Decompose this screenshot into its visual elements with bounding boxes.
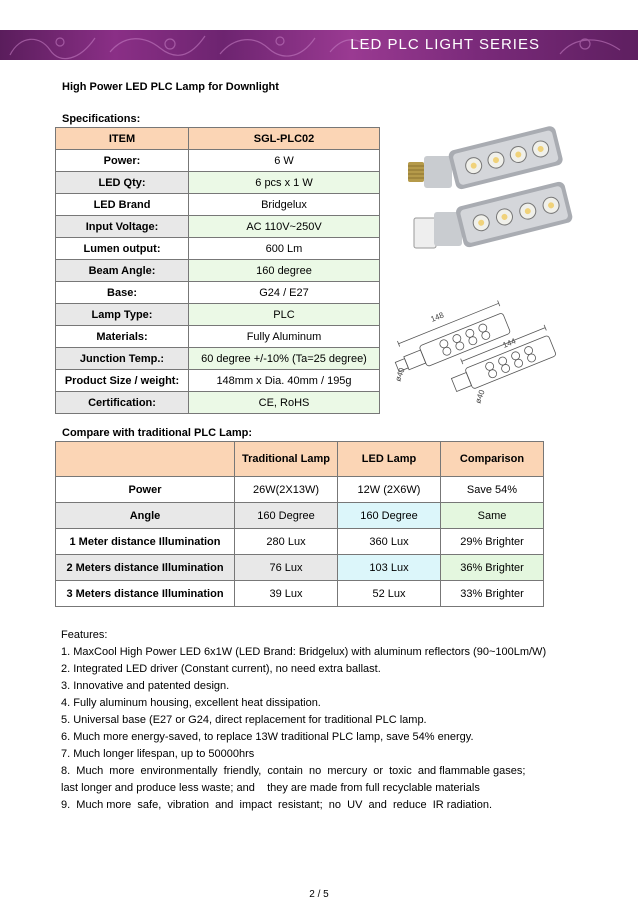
spec-key: Input Voltage: <box>56 216 189 238</box>
spec-row <box>56 260 380 282</box>
compare-cell: 280 Lux <box>235 529 338 555</box>
spec-key: Certification: <box>56 392 189 414</box>
product-photo <box>394 120 574 260</box>
feature-item: 7. Much longer lifespan, up to 50000hrs <box>61 748 255 760</box>
spec-value: Fully Aluminum <box>189 326 380 348</box>
spec-row <box>56 128 380 150</box>
feature-item: 4. Fully aluminum housing, excellent heat dissipation. <box>61 697 321 709</box>
spec-key: LED Brand <box>56 194 189 216</box>
spec-value: Bridgelux <box>189 194 380 216</box>
spec-key: Beam Angle: <box>56 260 189 282</box>
feature-item: 2. Integrated LED driver (Constant current), no need extra ballast. <box>61 663 381 675</box>
compare-row <box>56 503 544 529</box>
compare-cell: Save 54% <box>441 477 544 503</box>
lamp-e27 <box>408 125 564 190</box>
compare-cell: 103 Lux <box>338 555 441 581</box>
spec-key: ITEM <box>56 128 189 150</box>
compare-cell: 26W(2X13W) <box>235 477 338 503</box>
dimension-drawing <box>388 282 580 412</box>
compare-cell: 160 Degree <box>338 503 441 529</box>
feature-item: 8. Much more environmentally friendly, contain no mercury or toxic and flammable gases; <box>61 765 526 777</box>
compare-cell: 360 Lux <box>338 529 441 555</box>
spec-key: Base: <box>56 282 189 304</box>
comparison-table <box>55 441 544 607</box>
spec-key: Lumen output: <box>56 238 189 260</box>
feature-item: 6. Much more energy-saved, to replace 13W traditional PLC lamp, save 54% energy. <box>61 731 474 743</box>
feature-item: 1. MaxCool High Power LED 6x1W (LED Brand: Bridgelux) with aluminum reflectors (90~100Lm/W) <box>61 646 547 658</box>
header-banner <box>0 30 638 60</box>
spec-value: SGL-PLC02 <box>189 128 380 150</box>
compare-header-cell: Comparison <box>441 442 544 477</box>
spec-value: 148mm x Dia. 40mm / 195g <box>189 370 380 392</box>
compare-cell: 39 Lux <box>235 581 338 607</box>
spec-row <box>56 194 380 216</box>
compare-label: Compare with traditional PLC Lamp: <box>62 427 253 439</box>
spec-value: 6 pcs x 1 W <box>189 172 380 194</box>
spec-row <box>56 150 380 172</box>
spec-value: G24 / E27 <box>189 282 380 304</box>
feature-item: 5. Universal base (E27 or G24, direct replacement for traditional PLC lamp. <box>61 714 427 726</box>
compare-cell: 52 Lux <box>338 581 441 607</box>
compare-row <box>56 477 544 503</box>
compare-cell: 12W (2X6W) <box>338 477 441 503</box>
compare-cell: Same <box>441 503 544 529</box>
specifications-label: Specifications: <box>62 113 141 125</box>
compare-cell: 1 Meter distance Illumination <box>56 529 235 555</box>
feature-item: 9. Much more safe, vibration and impact resistant; no UV and reduce IR radiation. <box>61 799 493 811</box>
spec-value: CE, RoHS <box>189 392 380 414</box>
spec-key: Lamp Type: <box>56 304 189 326</box>
dimension-diameter-b: ø40 <box>473 388 487 405</box>
lamp-g24 <box>414 181 574 249</box>
spec-key: Power: <box>56 150 189 172</box>
compare-cell: 33% Brighter <box>441 581 544 607</box>
spec-row <box>56 348 380 370</box>
spec-row <box>56 282 380 304</box>
feature-item: 3. Innovative and patented design. <box>61 680 230 692</box>
compare-cell: 2 Meters distance Illumination <box>56 555 235 581</box>
spec-row <box>56 172 380 194</box>
compare-cell: Angle <box>56 503 235 529</box>
compare-header-cell <box>56 442 235 477</box>
spec-value: 600 Lm <box>189 238 380 260</box>
page-header-title: LED PLC LIGHT SERIES <box>350 36 540 53</box>
dimension-diameter-a: ø40 <box>393 366 407 383</box>
spec-key: Materials: <box>56 326 189 348</box>
compare-row <box>56 529 544 555</box>
compare-header-cell: LED Lamp <box>338 442 441 477</box>
compare-cell: 3 Meters distance Illumination <box>56 581 235 607</box>
features-section <box>61 627 577 814</box>
spec-value: 160 degree <box>189 260 380 282</box>
spec-value: PLC <box>189 304 380 326</box>
spec-value: AC 110V~250V <box>189 216 380 238</box>
dimension-length-b: 144 <box>501 336 518 350</box>
page-number: 2 / 5 <box>309 889 329 900</box>
compare-cell: 29% Brighter <box>441 529 544 555</box>
spec-value: 60 degree +/-10% (Ta=25 degree) <box>189 348 380 370</box>
compare-row <box>56 555 544 581</box>
spec-value: 6 W <box>189 150 380 172</box>
spec-row <box>56 370 380 392</box>
specifications-table <box>55 127 380 414</box>
spec-row <box>56 238 380 260</box>
features-title: Features: <box>61 629 108 641</box>
compare-cell: 36% Brighter <box>441 555 544 581</box>
spec-row <box>56 392 380 414</box>
spec-row <box>56 304 380 326</box>
dimension-length-a: 148 <box>429 310 446 324</box>
compare-row <box>56 581 544 607</box>
feature-item-continued: last longer and produce less waste; and they are made from full recyclable materials <box>61 782 480 794</box>
spec-key: Junction Temp.: <box>56 348 189 370</box>
compare-cell: 160 Degree <box>235 503 338 529</box>
compare-cell: 76 Lux <box>235 555 338 581</box>
compare-header-cell: Traditional Lamp <box>235 442 338 477</box>
ornament-pattern <box>0 30 638 60</box>
page-title: High Power LED PLC Lamp for Downlight <box>62 81 279 93</box>
spec-row <box>56 216 380 238</box>
compare-cell: Power <box>56 477 235 503</box>
spec-key: LED Qty: <box>56 172 189 194</box>
compare-header-row <box>56 442 544 477</box>
spec-key: Product Size / weight: <box>56 370 189 392</box>
spec-row <box>56 326 380 348</box>
